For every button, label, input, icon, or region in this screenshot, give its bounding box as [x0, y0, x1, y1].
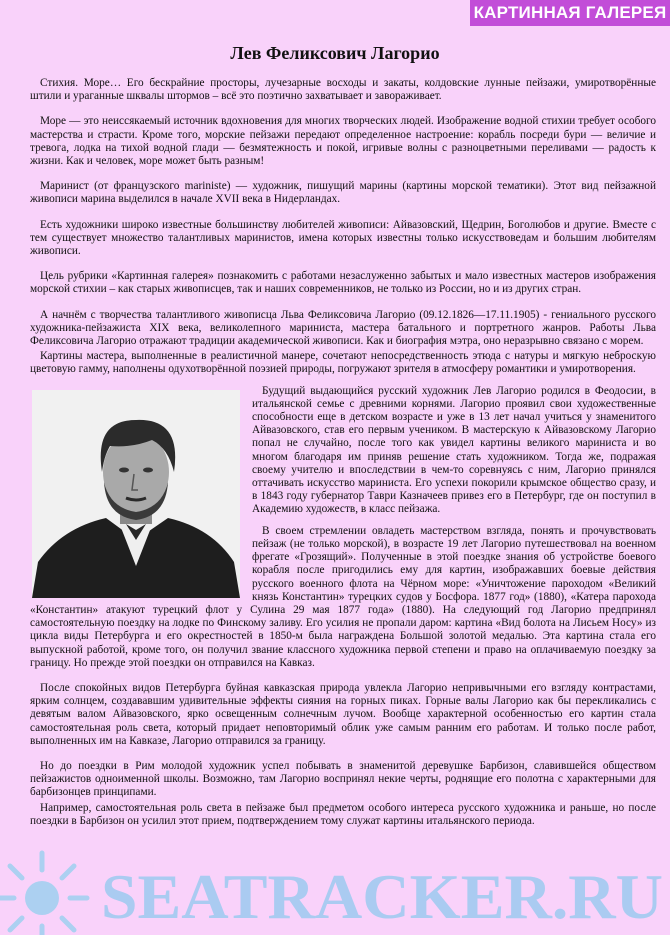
article-body: [30, 77, 656, 840]
portrait-image: [32, 390, 240, 598]
paragraph-travels: В своем стремлении овладеть мастерством взгляда, понять и прочувствовать пейзаж (не только морской), в возрасте 19 лет Лагорио путешествовал на военном фрегате «Грозящий». Полученные в этой поездке знания об устройстве боевого корабля после пригодились ему для картин, изображавших боевые действия русского военного флота на Чёрном море: «Уничтожение пароходом «Великий князь Константин» турецких судов у Босфора. 1877 год» (1880), «Катера парохода «Константин» атакуют турецкий флот у Сулина 29 мая 1877 года» (1880). На следующий год Лагорио предпринял самостоятельную поездку на лодке по Финскому заливу. Его усилия не пропали даром: картина «Вид болота на Лисьем Носу» из цикла виды Петербурга и его окрестностей в 1850-м была награждена Большой золотой медалью. Эта картина стала его выпускной работой, кроме того, он получил звание классного художника первой степени и право на оплачиваемую поездку за границу. Но прежде этой поездки он отправился на Кавказ.: [30, 524, 656, 669]
paragraph-rubric-goal: Цель рубрики «Картинная галерея» познакомить с работами незаслуженно забытых и мало известных мастеров изображения морской стихии – как старых живописцев, так и наших современников, не только из России, но и из других стран.: [30, 270, 656, 296]
paragraph-marinist-definition: Маринист (от французского mariniste) — художник, пишущий марины (картины морской тематики). Этот вид пейзажной живописи марина выделился в начале XVII века в Нидерландах.: [30, 180, 656, 206]
paragraph-known-artists: Есть художники широко известные большинству любителей живописи: Айвазовский, Щедрин, Боголюбов и другие. Вместе с тем существует множество талантливых маринистов, имена которых известны только искусствоведам и большим любителям живописи.: [30, 218, 656, 258]
paragraph-paintings-style: Картины мастера, выполненные в реалистичной манере, сочетают непосредственность этюда с натуры и мягкую неброскую цветовую гамму, наполнены одухотворённой поэзией природы, погружают зрителя в атмосферу романтики и умиротворения.: [30, 350, 656, 376]
article-title: Лев Феликсович Лагорио: [230, 43, 440, 63]
category-badge: КАРТИННАЯ ГАЛЕРЕЯ: [470, 0, 670, 26]
paragraph-light: Например, самостоятельная роль света в пейзаже был предметом особого интереса русского художника и раньше, но после поездки в Барбизон он усилил этот прием, подтверждением тому служат картины итальянского периода.: [30, 801, 656, 827]
paragraph-caucasus: После спокойных видов Петербурга буйная кавказская природа увлекла Лагорио непривычными его взгляду контрастами, ярким солнцем, создававшим удивительные эффекты сияния на горных пиках. Горные валы Лагорио как бы перекликались с девятым валом Айвазовского, ярко освещенным солнечным лучом. Вообще характерной особенностью его картин стала самостоятельная роль света, который придает неповторимый облик уже самым ранним его работам. И только после работ, выполненных им на Кавказе, Лагорио отправился за границу.: [30, 681, 656, 747]
watermark-text: SEATRACKER.RU: [101, 861, 663, 932]
paragraph-sea-inspiration: Море — это неиссякаемый источник вдохновения для многих творческих людей. Изображение водной стихии требует особого мастерства и страсти. Кроме того, морские пейзажи передают определенное настроение: корабль посреди бури — величие и тревога, лодка на тихой водной глади — безмятежность и покой, игривые волны с разноцветными переливами — радость к жизни. Как и человек, море может быть разным!: [30, 115, 656, 168]
site-watermark: [0, 848, 670, 935]
paragraph-barbizon: Но до поездки в Рим молодой художник успел побывать в знаменитой деревушке Барбизон, славившейся обществом пейзажистов одноименной школы. Возможно, там Лагорио воспринял некие черты, роднящие его полотна с характерными для барбизонцев принципами.: [30, 759, 656, 799]
paragraph-biography: Будущий выдающийся русский художник Лев Лагорио родился в Феодосии, в итальянской семье с древними корнями. Лагорио проявил свои художественные способности еще в детском возрасте и уже в 13 лет начал учиться у знаменитого Айвазовского, став его первым учеником. В мастерскую к Айвазовскому Лагорио попал не случайно, после того как увидел картины великого мариниста и во многом благодаря им приняв решение стать художником. Тогда же, подражая своему учителю и впоследствии в чем-то соревнуясь с ним, Лагорио принялся оттачивать искусство мариниста. Его успехи покорили крымское общество сразу, и в 1843 году губернатор Таври Казначеев привез его в Петербург, где он поступил в Академию художеств, в класс пейзажа.: [252, 384, 656, 516]
sun-logo-icon: [0, 853, 87, 935]
paragraph-lagorio-intro: А начнём с творчества талантливого живописца Льва Феликсовича Лагорио (09.12.1826—17.11.1905) - гениального русского художника-пейзажиста XIX века, великолепного мариниста, мастера батального и портретного жанров. Работы Льва Феликсовича Лагорио отражают традиции академической живописи. Как и биография мэтра, оно неразрывно связано с морем.: [30, 308, 656, 348]
paragraph-intro: Стихия. Море… Его бескрайние просторы, лучезарные восходы и закаты, колдовские лунные пейзажи, умиротворённые штили и ураганные шквалы штормов – всё это поэтично захватывает и завораживает.: [30, 77, 656, 103]
